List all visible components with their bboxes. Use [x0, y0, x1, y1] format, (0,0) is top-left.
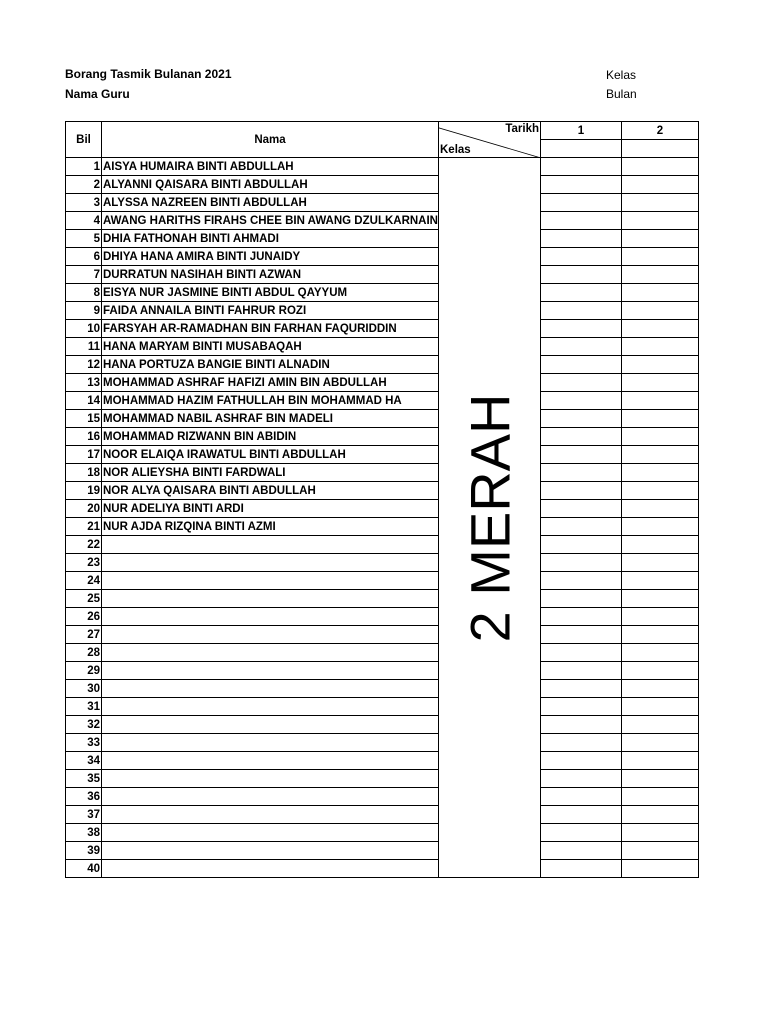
- student-name[interactable]: [102, 626, 439, 644]
- table-row: [66, 572, 699, 590]
- student-name[interactable]: HANA MARYAM BINTI MUSABAQAH: [102, 338, 439, 356]
- date-cell[interactable]: [541, 554, 622, 572]
- date-cell[interactable]: [622, 410, 699, 428]
- student-name[interactable]: [102, 842, 439, 860]
- table-row: [66, 428, 699, 446]
- date-cell[interactable]: [622, 752, 699, 770]
- date-cell[interactable]: [622, 806, 699, 824]
- date-cell[interactable]: [622, 356, 699, 374]
- date-cell[interactable]: [622, 536, 699, 554]
- class-label: Kelas: [606, 68, 637, 82]
- date-cell[interactable]: [541, 680, 622, 698]
- date-cell[interactable]: [622, 626, 699, 644]
- student-name[interactable]: FARSYAH AR-RAMADHAN BIN FARHAN FAQURIDDIN: [102, 320, 439, 338]
- date-cell[interactable]: [541, 266, 622, 284]
- form-title: Borang Tasmik Bulanan 2021: [65, 67, 232, 81]
- date-cell[interactable]: [541, 500, 622, 518]
- table-row: [66, 554, 699, 572]
- student-name[interactable]: NOR ALYA QAISARA BINTI ABDULLAH: [102, 482, 439, 500]
- row-number: 29: [66, 662, 102, 680]
- date-cell[interactable]: [541, 518, 622, 536]
- table-row: [66, 320, 699, 338]
- table-row: [66, 158, 699, 176]
- date-cell[interactable]: [622, 464, 699, 482]
- date-cell[interactable]: [541, 662, 622, 680]
- student-name[interactable]: ALYSSA NAZREEN BINTI ABDULLAH: [102, 194, 439, 212]
- row-number: 24: [66, 572, 102, 590]
- row-number: 26: [66, 608, 102, 626]
- date-cell[interactable]: [622, 338, 699, 356]
- student-name[interactable]: HANA PORTUZA BANGIE BINTI ALNADIN: [102, 356, 439, 374]
- table-row: [66, 734, 699, 752]
- student-name[interactable]: DURRATUN NASIHAH BINTI AZWAN: [102, 266, 439, 284]
- date-cell[interactable]: [541, 824, 622, 842]
- student-name[interactable]: [102, 806, 439, 824]
- student-name[interactable]: AWANG HARITHS FIRAHS CHEE BIN AWANG DZULKARNAIN: [102, 212, 439, 230]
- table-row: [66, 284, 699, 302]
- row-number: 17: [66, 446, 102, 464]
- bil-header: Bil: [66, 122, 102, 158]
- student-name[interactable]: [102, 698, 439, 716]
- date-cell[interactable]: [541, 644, 622, 662]
- row-number: 1: [66, 158, 102, 176]
- row-number: 19: [66, 482, 102, 500]
- class-name-cell: [439, 158, 541, 878]
- row-number: 25: [66, 590, 102, 608]
- row-number: 20: [66, 500, 102, 518]
- table-row: [66, 842, 699, 860]
- student-name[interactable]: FAIDA ANNAILA BINTI FAHRUR ROZI: [102, 302, 439, 320]
- date-cell[interactable]: [541, 230, 622, 248]
- student-name[interactable]: [102, 608, 439, 626]
- student-name[interactable]: MOHAMMAD HAZIM FATHULLAH BIN MOHAMMAD HA: [102, 392, 439, 410]
- row-number: 9: [66, 302, 102, 320]
- date-cell[interactable]: [541, 158, 622, 176]
- date-cell[interactable]: [622, 734, 699, 752]
- student-name[interactable]: EISYA NUR JASMINE BINTI ABDUL QAYYUM: [102, 284, 439, 302]
- table-row: [66, 266, 699, 284]
- date-cell[interactable]: [622, 824, 699, 842]
- row-number: 36: [66, 788, 102, 806]
- table-row: [66, 464, 699, 482]
- date-cell[interactable]: [622, 716, 699, 734]
- row-number: 38: [66, 824, 102, 842]
- table-row: [66, 824, 699, 842]
- row-number: 7: [66, 266, 102, 284]
- table-row: [66, 392, 699, 410]
- table-row: [66, 212, 699, 230]
- student-name[interactable]: [102, 734, 439, 752]
- date-cell[interactable]: [622, 392, 699, 410]
- date-cell[interactable]: [541, 374, 622, 392]
- table-row: [66, 482, 699, 500]
- date-cell[interactable]: [622, 770, 699, 788]
- row-number: 34: [66, 752, 102, 770]
- date-cell[interactable]: [622, 230, 699, 248]
- date-cell[interactable]: [541, 842, 622, 860]
- row-number: 6: [66, 248, 102, 266]
- student-name[interactable]: [102, 644, 439, 662]
- table-row: [66, 374, 699, 392]
- table-row: [66, 698, 699, 716]
- row-number: 2: [66, 176, 102, 194]
- table-row: [66, 356, 699, 374]
- date-cell[interactable]: [541, 392, 622, 410]
- table-row: [66, 176, 699, 194]
- date-cell[interactable]: [541, 302, 622, 320]
- date-cell[interactable]: [541, 770, 622, 788]
- student-name[interactable]: MOHAMMAD NABIL ASHRAF BIN MADELI: [102, 410, 439, 428]
- row-number: 33: [66, 734, 102, 752]
- table-row: [66, 608, 699, 626]
- table-row: [66, 752, 699, 770]
- date-cell[interactable]: [541, 428, 622, 446]
- date-cell[interactable]: [541, 464, 622, 482]
- row-number: 18: [66, 464, 102, 482]
- date-cell[interactable]: [622, 608, 699, 626]
- table-row: [66, 788, 699, 806]
- date-cell[interactable]: [541, 860, 622, 878]
- date-cell[interactable]: [541, 410, 622, 428]
- date-col-2-header: 2: [622, 122, 699, 140]
- student-name[interactable]: MOHAMMAD ASHRAF HAFIZI AMIN BIN ABDULLAH: [102, 374, 439, 392]
- date-cell[interactable]: [622, 554, 699, 572]
- row-number: 37: [66, 806, 102, 824]
- date-cell[interactable]: [541, 194, 622, 212]
- table-row: [66, 626, 699, 644]
- kelas-label: Kelas: [440, 144, 471, 156]
- date-cell[interactable]: [622, 518, 699, 536]
- date-cell[interactable]: [622, 194, 699, 212]
- date-cell[interactable]: [541, 590, 622, 608]
- row-number: 4: [66, 212, 102, 230]
- row-number: 14: [66, 392, 102, 410]
- date-cell[interactable]: [541, 698, 622, 716]
- date-cell[interactable]: [622, 680, 699, 698]
- table-row: [66, 770, 699, 788]
- month-label: Bulan: [606, 87, 637, 101]
- row-number: 32: [66, 716, 102, 734]
- date-cell[interactable]: [622, 212, 699, 230]
- date-col-1-header: 1: [541, 122, 622, 140]
- date-cell[interactable]: [541, 788, 622, 806]
- row-number: 28: [66, 644, 102, 662]
- student-name[interactable]: NOOR ELAIQA IRAWATUL BINTI ABDULLAH: [102, 446, 439, 464]
- student-name[interactable]: [102, 536, 439, 554]
- date-cell[interactable]: [622, 284, 699, 302]
- date-cell[interactable]: [622, 248, 699, 266]
- date-cell[interactable]: [622, 302, 699, 320]
- table-row: [66, 410, 699, 428]
- date-cell[interactable]: [622, 500, 699, 518]
- row-number: 5: [66, 230, 102, 248]
- table-row: [66, 194, 699, 212]
- student-name[interactable]: DHIA FATHONAH BINTI AHMADI: [102, 230, 439, 248]
- row-number: 31: [66, 698, 102, 716]
- table-row: [66, 644, 699, 662]
- table-row: [66, 590, 699, 608]
- date-cell[interactable]: [622, 320, 699, 338]
- table-row: [66, 680, 699, 698]
- tarikh-label: Tarikh: [505, 123, 539, 135]
- student-name[interactable]: [102, 788, 439, 806]
- table-row: [66, 806, 699, 824]
- row-number: 10: [66, 320, 102, 338]
- student-name[interactable]: [102, 572, 439, 590]
- row-number: 11: [66, 338, 102, 356]
- table-row: [66, 248, 699, 266]
- teacher-label: Nama Guru: [65, 87, 130, 101]
- date-cell[interactable]: [622, 860, 699, 878]
- student-name[interactable]: [102, 590, 439, 608]
- date-cell[interactable]: [622, 590, 699, 608]
- table-row: [66, 230, 699, 248]
- class-name-vertical: 2 MERAH: [458, 393, 521, 642]
- row-number: 30: [66, 680, 102, 698]
- date-cell[interactable]: [541, 320, 622, 338]
- date-cell[interactable]: [541, 482, 622, 500]
- date-cell[interactable]: [541, 176, 622, 194]
- date-cell[interactable]: [622, 662, 699, 680]
- row-number: 12: [66, 356, 102, 374]
- date-cell[interactable]: [541, 752, 622, 770]
- date-cell[interactable]: [622, 140, 699, 158]
- row-number: 16: [66, 428, 102, 446]
- table-row: [66, 338, 699, 356]
- date-cell[interactable]: [622, 428, 699, 446]
- date-cell[interactable]: [541, 446, 622, 464]
- student-name[interactable]: [102, 662, 439, 680]
- date-cell[interactable]: [541, 338, 622, 356]
- table-row: [66, 302, 699, 320]
- row-number: 23: [66, 554, 102, 572]
- date-cell[interactable]: [541, 536, 622, 554]
- row-number: 15: [66, 410, 102, 428]
- date-cell[interactable]: [541, 626, 622, 644]
- date-cell[interactable]: [622, 842, 699, 860]
- date-cell[interactable]: [622, 572, 699, 590]
- date-cell[interactable]: [622, 266, 699, 284]
- student-name[interactable]: AISYA HUMAIRA BINTI ABDULLAH: [102, 158, 439, 176]
- date-cell[interactable]: [541, 248, 622, 266]
- table-row: [66, 500, 699, 518]
- date-cell[interactable]: [541, 608, 622, 626]
- row-number: 22: [66, 536, 102, 554]
- nama-header: Nama: [102, 122, 439, 158]
- student-name[interactable]: [102, 860, 439, 878]
- tarikh-kelas-header: [439, 122, 541, 158]
- row-number: 27: [66, 626, 102, 644]
- row-number: 3: [66, 194, 102, 212]
- student-name[interactable]: MOHAMMAD RIZWANN BIN ABIDIN: [102, 428, 439, 446]
- row-number: 40: [66, 860, 102, 878]
- table-row: [66, 446, 699, 464]
- date-cell[interactable]: [541, 212, 622, 230]
- row-number: 39: [66, 842, 102, 860]
- date-cell[interactable]: [541, 140, 622, 158]
- date-cell[interactable]: [541, 806, 622, 824]
- date-cell[interactable]: [622, 644, 699, 662]
- attendance-table: [65, 121, 699, 878]
- table-row: [66, 662, 699, 680]
- row-number: 21: [66, 518, 102, 536]
- student-name[interactable]: [102, 716, 439, 734]
- date-cell[interactable]: [622, 788, 699, 806]
- table-row: [66, 518, 699, 536]
- date-cell[interactable]: [622, 176, 699, 194]
- student-name[interactable]: NUR ADELIYA BINTI ARDI: [102, 500, 439, 518]
- date-cell[interactable]: [541, 572, 622, 590]
- student-name[interactable]: NUR AJDA RIZQINA BINTI AZMI: [102, 518, 439, 536]
- row-number: 8: [66, 284, 102, 302]
- row-number: 35: [66, 770, 102, 788]
- student-name[interactable]: [102, 680, 439, 698]
- student-name[interactable]: [102, 770, 439, 788]
- table-row: [66, 716, 699, 734]
- date-cell[interactable]: [622, 374, 699, 392]
- student-name[interactable]: [102, 752, 439, 770]
- student-name[interactable]: [102, 824, 439, 842]
- date-cell[interactable]: [541, 356, 622, 374]
- date-cell[interactable]: [622, 698, 699, 716]
- date-cell[interactable]: [622, 482, 699, 500]
- row-number: 13: [66, 374, 102, 392]
- header-row: [66, 122, 699, 140]
- date-cell[interactable]: [541, 734, 622, 752]
- student-name[interactable]: [102, 554, 439, 572]
- date-cell[interactable]: [622, 158, 699, 176]
- student-name[interactable]: DHIYA HANA AMIRA BINTI JUNAIDY: [102, 248, 439, 266]
- student-name[interactable]: NOR ALIEYSHA BINTI FARDWALI: [102, 464, 439, 482]
- table-row: [66, 860, 699, 878]
- date-cell[interactable]: [541, 284, 622, 302]
- student-name[interactable]: ALYANNI QAISARA BINTI ABDULLAH: [102, 176, 439, 194]
- date-cell[interactable]: [622, 446, 699, 464]
- table-row: [66, 536, 699, 554]
- date-cell[interactable]: [541, 716, 622, 734]
